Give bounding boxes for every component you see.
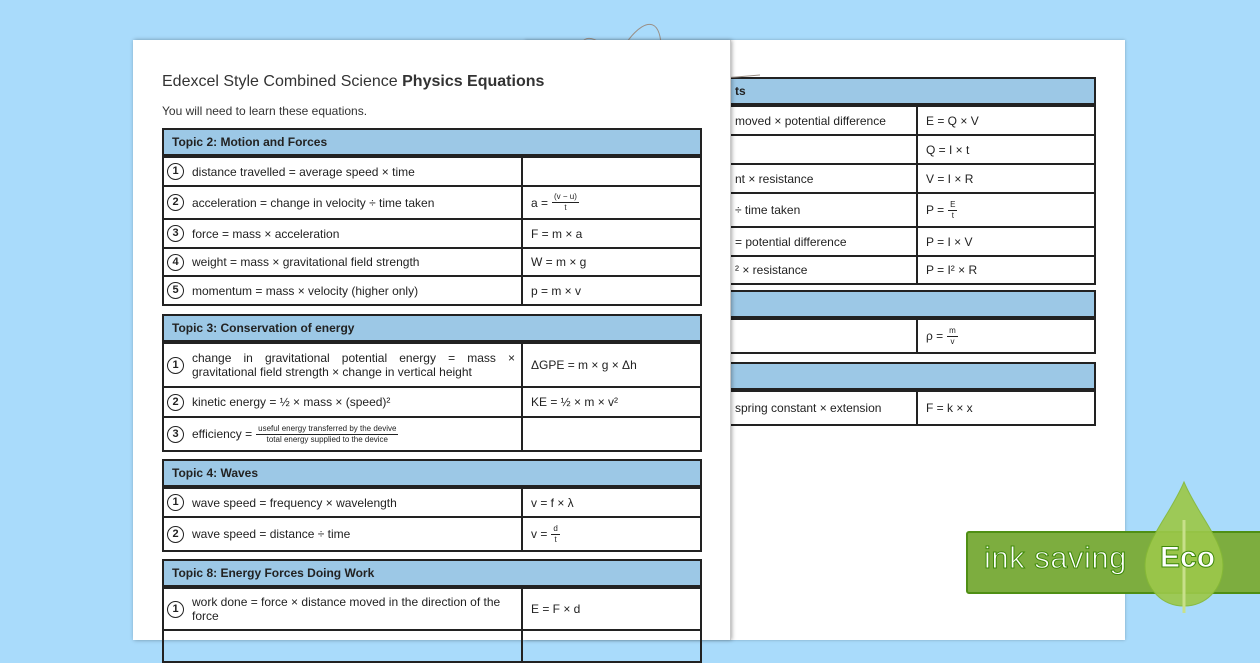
equation-row [164, 487, 700, 516]
symbol-equation: v = [531, 527, 548, 541]
topic-table [162, 128, 702, 306]
symbol-equation: E = Q × V [926, 113, 979, 128]
word-equation: force = mass × acceleration [192, 226, 340, 241]
topic-heading: Topic 8: Energy Forces Doing Work [164, 561, 700, 587]
word-equation: moved × potential difference [735, 113, 886, 128]
word-equation-cell [164, 518, 523, 550]
word-fraction-numerator: useful energy transferred by the devive [258, 423, 397, 433]
word-equation: wave speed = distance ÷ time [192, 527, 351, 541]
symbol-equation-cell [523, 277, 700, 304]
word-equation: ÷ time taken [735, 203, 801, 217]
symbol-equation: P = [926, 203, 945, 217]
equation-number-badge: 1 [167, 601, 184, 618]
eco-label: Eco [1160, 541, 1216, 574]
symbol-equation: P = I × V [926, 234, 973, 249]
topic-heading: Topic 4: Waves [164, 461, 700, 487]
symbol-equation-cell [523, 187, 700, 218]
word-equation: work done = force × distance moved in the direction of the force [192, 595, 501, 623]
equation-row [164, 156, 700, 185]
symbol-equation: P = I² × R [926, 263, 978, 277]
symbol-equation: a = [531, 195, 549, 210]
symbol-equation-cell [523, 388, 700, 416]
topic-table [162, 314, 702, 452]
equation-row [164, 185, 700, 218]
symbol-equation: Q = I × t [926, 142, 970, 157]
symbol-fraction-denominator: t [564, 203, 567, 212]
equation-row [164, 386, 700, 416]
equation-row [164, 516, 700, 550]
symbol-equation-cell [523, 489, 700, 516]
word-equation-cell [164, 489, 523, 516]
word-equation: weight = mass × gravitational field strength [192, 255, 420, 269]
word-equation: wave speed = frequency × wavelength [192, 495, 397, 510]
equation-number-badge: 2 [167, 194, 184, 211]
symbol-fraction-numerator: m [949, 325, 956, 335]
word-fraction-denominator: total energy supplied to the device [266, 434, 389, 444]
word-fraction [256, 424, 398, 445]
symbol-fraction [551, 524, 559, 545]
word-equation-cell [164, 388, 523, 416]
symbol-equation-cell [523, 418, 700, 450]
symbol-equation-cell [523, 158, 700, 185]
symbol-equation: E = F × d [531, 602, 581, 616]
topic-heading: Topic 2: Motion and Forces [164, 130, 700, 156]
equation-number-badge: 2 [167, 526, 184, 543]
equation-number-badge: 2 [167, 394, 184, 411]
front-page-preview [133, 40, 731, 640]
topic-table [162, 459, 702, 552]
equation-row [164, 218, 700, 247]
word-equation: ² × resistance [735, 263, 808, 277]
equation-row [164, 275, 700, 304]
symbol-equation: ρ = [926, 329, 944, 343]
topic-heading: Topic 3: Conservation of energy [164, 316, 700, 342]
topic-heading: ts [692, 79, 1094, 105]
symbol-equation: V = I × R [926, 171, 974, 186]
equation-number-badge: 3 [167, 225, 184, 242]
symbol-equation: W = m × g [531, 255, 587, 269]
symbol-fraction-denominator: v [950, 336, 955, 346]
topic-table [162, 559, 702, 663]
word-equation-cell [164, 418, 523, 450]
symbol-equation-cell [523, 518, 700, 550]
symbol-fraction [552, 192, 579, 213]
word-equation: momentum = mass × velocity (higher only) [192, 283, 419, 298]
equation-row [164, 629, 700, 661]
word-equation: kinetic energy = ½ × mass × (speed)² [192, 395, 391, 409]
symbol-fraction-numerator: E [950, 199, 956, 209]
title-regular: Edexcel Style Combined Science [162, 73, 403, 90]
symbol-equation: F = m × a [531, 226, 583, 241]
symbol-fraction-numerator: d [553, 523, 558, 533]
word-equation: change in gravitational potential energy = mass × gravitational field strength × change in vertical height [192, 351, 515, 379]
equation-row [164, 342, 700, 386]
symbol-equation-cell [523, 220, 700, 247]
symbol-equation: ΔGPE = m × g × Δh [531, 358, 637, 372]
equation-number-badge: 3 [167, 426, 184, 443]
symbol-equation-cell [523, 249, 700, 275]
symbol-fraction-numerator: (v − u) [554, 192, 577, 201]
word-equation: spring constant × extension [735, 401, 882, 415]
symbol-equation: p = m × v [531, 283, 582, 298]
equation-row [164, 247, 700, 275]
title-bold: Physics Equations [402, 73, 545, 90]
equation-number-badge: 4 [167, 254, 184, 271]
equation-row [164, 416, 700, 450]
word-equation-cell [164, 220, 523, 247]
word-equation: acceleration = change in velocity ÷ time taken [192, 195, 435, 210]
equation-row [164, 587, 700, 629]
symbol-equation-cell [523, 589, 700, 629]
equation-number-badge: 1 [167, 494, 184, 511]
equation-number-badge: 5 [167, 282, 184, 299]
equation-number-badge: 1 [167, 163, 184, 180]
word-equation-cell [164, 249, 523, 275]
word-equation-cell [164, 631, 523, 661]
word-equation-cell [164, 158, 523, 185]
word-equation: nt × resistance [735, 171, 814, 186]
word-equation: = potential difference [735, 234, 847, 249]
symbol-equation-cell [523, 344, 700, 386]
word-equation-cell [164, 344, 523, 386]
word-equation: efficiency = [192, 427, 253, 441]
word-equation-cell [164, 277, 523, 304]
word-equation-cell [164, 589, 523, 629]
symbol-equation-cell [523, 631, 700, 661]
word-equation: distance travelled = average speed × time [192, 164, 415, 179]
document-subtitle: You will need to learn these equations. [162, 104, 368, 118]
word-equation-cell [164, 187, 523, 218]
symbol-fraction-denominator: t [951, 210, 954, 220]
ink-saving-text: ink saving [984, 540, 1127, 575]
symbol-equation: F = k × x [926, 401, 973, 415]
symbol-equation: v = f × λ [531, 495, 574, 510]
equation-number-badge: 1 [167, 357, 184, 374]
symbol-equation: KE = ½ × m × v² [531, 395, 619, 409]
document-title [162, 73, 544, 91]
symbol-fraction-denominator: t [554, 534, 557, 544]
